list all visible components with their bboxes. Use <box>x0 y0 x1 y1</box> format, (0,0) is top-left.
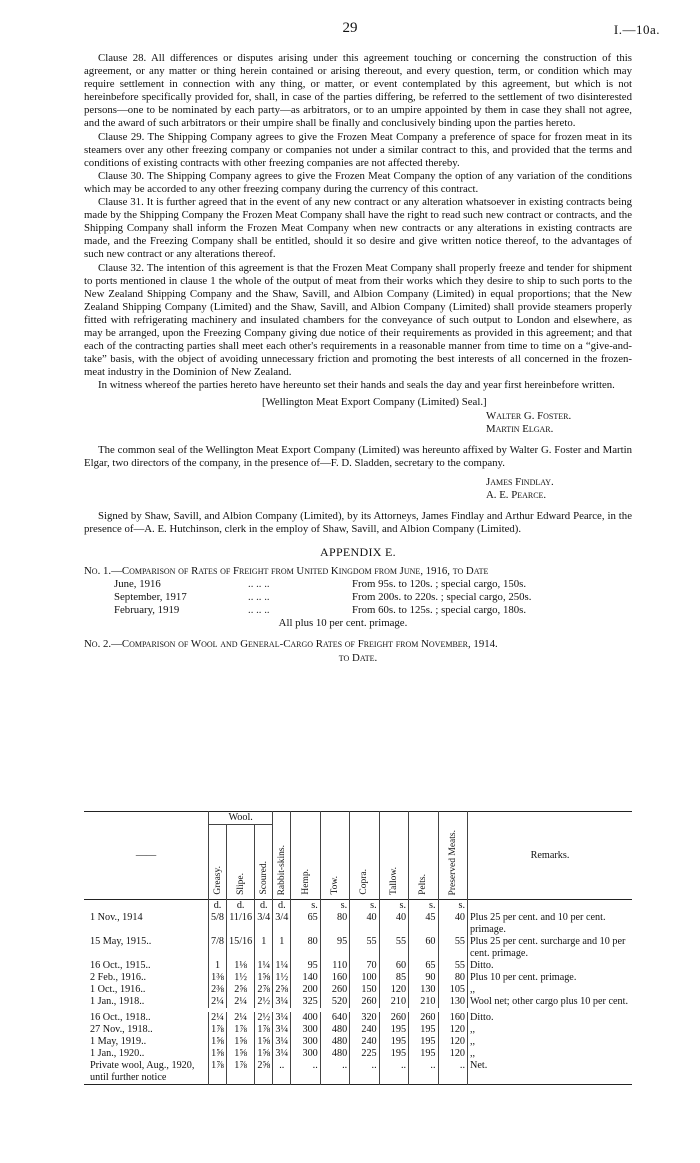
row-value: .. <box>320 1060 349 1085</box>
row-value: 3¼ <box>273 1048 291 1060</box>
appendix-title: APPENDIX E. <box>320 544 396 559</box>
row-value: 55 <box>438 960 468 972</box>
primage-note: All plus 10 per cent. primage. <box>278 617 408 630</box>
row-value: 210 <box>409 996 438 1008</box>
row-value: 2¼ <box>227 996 255 1008</box>
row-value: 11/16 <box>227 912 255 936</box>
row-value: 150 <box>350 984 379 996</box>
row-date: 1 May, 1919.. <box>90 1036 147 1047</box>
row-value: 120 <box>438 1024 468 1036</box>
row-remarks: ,, <box>468 984 633 996</box>
row-value: 40 <box>379 912 408 936</box>
table-row <box>84 936 632 960</box>
row-value: 480 <box>320 1048 349 1060</box>
row-value: 5/8 <box>209 912 227 936</box>
row-value: 105 <box>438 984 468 996</box>
col-hemp: Hemp. <box>300 869 311 895</box>
units-row: d. d. d. d. s. s. s. s. s. s. <box>84 900 632 913</box>
row-value: 195 <box>409 1024 438 1036</box>
row-value: 300 <box>291 1024 320 1036</box>
table-row <box>84 912 632 936</box>
row-value: 80 <box>320 912 349 936</box>
row-date: 1 Nov., 1914 <box>90 912 143 923</box>
row-value: 40 <box>438 912 468 936</box>
col-tow: Tow. <box>329 876 340 895</box>
col-copra: Copra. <box>359 869 370 895</box>
row-value: 1⅜ <box>209 972 227 984</box>
row-value: 1 <box>273 936 291 960</box>
row-value: 1¼ <box>273 960 291 972</box>
row-value: 40 <box>350 912 379 936</box>
row-value: 2⅝ <box>227 984 255 996</box>
row-value: 1⅝ <box>255 1036 273 1048</box>
row-value: 195 <box>379 1048 408 1060</box>
row-remarks: Plus 10 per cent. primage. <box>468 972 633 984</box>
row-value: .. <box>291 1060 320 1085</box>
row-value: 320 <box>350 1012 379 1024</box>
row-value: 130 <box>438 996 468 1008</box>
row-date: 1 Jan., 1920.. <box>90 1048 145 1059</box>
row-value: 130 <box>409 984 438 996</box>
row-value: 2½ <box>255 1012 273 1024</box>
row-value: 225 <box>350 1048 379 1060</box>
row-value: 640 <box>320 1012 349 1024</box>
seal-statement: The common seal of the Wellington Meat Export Company (Limited) was hereunto affixed by Walter G. Foster and Martin Elgar, two directors of the company, in the presence of—F. D. Sladden, secretary to the company. <box>84 443 632 469</box>
row-value: 400 <box>291 1012 320 1024</box>
row-value: .. <box>273 1060 291 1085</box>
row-value: 300 <box>291 1036 320 1048</box>
table-row <box>84 1060 632 1085</box>
row-value: 120 <box>438 1048 468 1060</box>
row-value: 1⅝ <box>255 972 273 984</box>
row-value: 1⅞ <box>227 1024 255 1036</box>
row-value: 1⅝ <box>227 1048 255 1060</box>
row-value: 2⅞ <box>255 984 273 996</box>
remarks-header: Remarks. <box>468 812 633 900</box>
row-value: 160 <box>320 972 349 984</box>
signatory: Martin Elgar. <box>486 422 554 435</box>
row-value: 100 <box>350 972 379 984</box>
row-date: Private wool, Aug., 1920, until further notice <box>90 1060 195 1083</box>
row-remarks: Ditto. <box>468 1012 633 1024</box>
rate-row: February, 1919 .. .. .. From 60s. to 125s. ; special cargo, 180s. <box>114 604 527 617</box>
row-value: 240 <box>350 1036 379 1048</box>
rates-list <box>114 578 632 630</box>
row-value: 60 <box>409 936 438 960</box>
row-date: 16 Oct., 1918.. <box>90 1012 151 1023</box>
row-value: 195 <box>379 1024 408 1036</box>
appendix-no2-heading: No. 2.—Comparison of Wool and General-Cargo Rates of Freight from November, 1914. <box>84 638 498 651</box>
page-header <box>0 20 700 42</box>
row-value: 2½ <box>255 996 273 1008</box>
row-value: 260 <box>409 1012 438 1024</box>
witness-paragraph: In witness whereof the parties hereto have hereunto set their hands and seals the day and year first hereinbefore written. <box>98 379 615 392</box>
row-value: 1⅞ <box>255 1024 273 1036</box>
row-value: 160 <box>438 1012 468 1024</box>
row-value: 1 <box>255 936 273 960</box>
row-value: 1⅞ <box>209 1060 227 1085</box>
table-row <box>84 1024 632 1036</box>
row-value: 520 <box>320 996 349 1008</box>
date-column-header: —— <box>135 849 157 861</box>
row-date: 1 Oct., 1916.. <box>90 984 146 995</box>
row-value: .. <box>350 1060 379 1085</box>
row-remarks: Plus 25 per cent. and 10 per cent. primage. <box>468 912 633 936</box>
table-row <box>84 1012 632 1024</box>
row-value: 200 <box>291 984 320 996</box>
freight-rates-table <box>84 811 632 1085</box>
document-body <box>84 52 632 665</box>
row-remarks: Plus 25 per cent. surcharge and 10 per cent. primage. <box>468 936 633 960</box>
row-value: 60 <box>379 960 408 972</box>
row-date: 27 Nov., 1918.. <box>90 1024 153 1035</box>
row-remarks: Ditto. <box>468 960 633 972</box>
clause-29: Clause 29. The Shipping Company agrees to give the Frozen Meat Company a preference of space for frozen meat in its steamers over any other freezing company or companies not under a similar contract to this, and provided that the terms and conditions of existing contracts with other freezing companies are not affected thereby. <box>84 130 632 169</box>
row-value: 45 <box>409 912 438 936</box>
row-value: 3¼ <box>273 1024 291 1036</box>
col-rabbit-skins: Rabbit-skins. <box>276 844 287 895</box>
row-value: 1⅝ <box>255 1048 273 1060</box>
row-value: 1 <box>209 960 227 972</box>
row-value: 55 <box>438 936 468 960</box>
row-value: 120 <box>438 1036 468 1048</box>
row-value: 1⅛ <box>227 960 255 972</box>
signatory: A. E. Pearce. <box>486 488 547 501</box>
row-value: 1⅝ <box>209 1036 227 1048</box>
signatory: James Findlay. <box>486 475 554 488</box>
row-value: 3¼ <box>273 996 291 1008</box>
row-remarks: ,, <box>468 1024 633 1036</box>
row-value: 1½ <box>227 972 255 984</box>
row-value: 95 <box>291 960 320 972</box>
clause-32: Clause 32. The intention of this agreement is that the Frozen Meat Company shall properly freeze and tender for shipment to ports mentioned in clause 1 the whole of the output of meat from their works which they desire to ship to such ports to the New Zealand Shipping Company and the Shaw, Savill, and Albion Company (Limited) in equal proportions; that the New Zealand Shipping Company (Limited) and the Shaw, Savill, and Albion Company (Limited) shall provide steamers properly fitted with refrigerating machinery and insulated chambers for the conveyance of such output to London and elsewhere, as may be arranged, upon the Freezing Company giving due notice of their requirements as provided in this agreement; and that each of the contracting parties shall meet each other's requirements in a reasonable manner from time to time on a “give-and-take” basis, with the object of avoiding unnecessary friction and promoting the best interests of all concerned in the frozen-meat industry in the Dominion of New Zealand. <box>84 261 632 379</box>
row-value: 90 <box>409 972 438 984</box>
clause-31: Clause 31. It is further agreed that in the event of any new contract or any alteration whatsoever in existing contracts being made by the Shipping Company the Frozen Meat Company shall have the right to read such new contract or contracts, and the Shipping Company shall inform the Frozen Meat Company when new contracts or any alterations in existing contracts are made, and the Freezing Company shall be entitled, should it so desire and give written notice thereof, to the advantages of such new contract or any alterations thereof. <box>84 196 632 261</box>
row-value: 140 <box>291 972 320 984</box>
row-value: 1⅞ <box>209 1024 227 1036</box>
row-value: 55 <box>379 936 408 960</box>
col-preserved-meats: Preserved Meats. <box>447 829 458 895</box>
row-value: 260 <box>320 984 349 996</box>
row-value: 260 <box>350 996 379 1008</box>
row-value: 95 <box>320 936 349 960</box>
row-value: 3¼ <box>273 1012 291 1024</box>
clause-30: Clause 30. The Shipping Company agrees to give the Frozen Meat Company the option of any variation of the conditions which may be accorded to any other freezing company during the currency of this contract. <box>84 169 632 195</box>
signatories-shaw-savill <box>486 476 632 502</box>
rate-row: June, 1916 .. .. .. From 95s. to 120s. ; special cargo, 150s. <box>114 578 527 591</box>
appendix-no2-subheading: to Date. <box>338 651 378 664</box>
row-remarks: ,, <box>468 1036 633 1048</box>
row-value: 70 <box>350 960 379 972</box>
row-value: 195 <box>409 1048 438 1060</box>
row-date: 16 Oct., 1915.. <box>90 960 151 971</box>
row-value: 480 <box>320 1024 349 1036</box>
rate-row: September, 1917 .. .. .. From 200s. to 220s. ; special cargo, 250s. <box>114 591 532 604</box>
row-value: .. <box>409 1060 438 1085</box>
row-value: 2¼ <box>209 996 227 1008</box>
row-value: 3/4 <box>273 912 291 936</box>
attorney-statement: Signed by Shaw, Savill, and Albion Company (Limited), by its Attorneys, James Findlay and Arthur Edward Pearce, in the presence of—A. E. Hutchinson, clerk in the employ of Shaw, Savill, and Albion Company (Limited). <box>84 509 632 535</box>
row-remarks: Wool net; other cargo plus 10 per cent. <box>468 996 633 1008</box>
row-value: 2⅝ <box>273 984 291 996</box>
row-value: 325 <box>291 996 320 1008</box>
row-value: 1⅝ <box>227 1036 255 1048</box>
row-remarks: Net. <box>468 1060 633 1085</box>
row-value: 55 <box>350 936 379 960</box>
table-row <box>84 1036 632 1048</box>
row-value: 240 <box>350 1024 379 1036</box>
row-value: 2¼ <box>209 1012 227 1024</box>
row-value: 110 <box>320 960 349 972</box>
document-reference: I.—10a. <box>613 22 660 37</box>
signatory: Walter G. Foster. <box>486 409 572 422</box>
row-value: 300 <box>291 1048 320 1060</box>
row-value: 120 <box>379 984 408 996</box>
row-date: 1 Jan., 1918.. <box>90 996 145 1007</box>
row-value: 195 <box>379 1036 408 1048</box>
row-value: 1½ <box>273 972 291 984</box>
row-value: 1¼ <box>255 960 273 972</box>
row-value: 7/8 <box>209 936 227 960</box>
table-row <box>84 1048 632 1060</box>
row-value: 2¼ <box>227 1012 255 1024</box>
table-row <box>84 960 632 972</box>
row-value: 3¼ <box>273 1036 291 1048</box>
col-greasy: Greasy. <box>212 866 223 895</box>
row-value: 85 <box>379 972 408 984</box>
row-value: 480 <box>320 1036 349 1048</box>
row-value: .. <box>379 1060 408 1085</box>
table-row <box>84 984 632 996</box>
clause-28: Clause 28. All differences or disputes arising under this agreement touching or concerning the construction of this agreement, or any matter or thing herein contained or arising thereout, and every question, term, or condition which may require settlement in connection with any thing, or matter, or event contemplated by this agreement, but which is not hereinbefore specifically provided for, shall, in case of the parties differing, be referred to the settlement of two disinterested persons—one to be nominated by each party—as arbitrators, or to an umpire appointed by them in case they shall not agree, and the award of such arbitrators or their umpire shall be finally and conclusively binding upon the parties hereto. <box>84 52 632 130</box>
table-row <box>84 996 632 1008</box>
table-row <box>84 972 632 984</box>
row-date: 2 Feb., 1916.. <box>90 972 147 983</box>
wool-group-header: Wool. <box>209 812 273 825</box>
seal-line: [Wellington Meat Export Company (Limited) Seal.] <box>262 396 487 409</box>
row-value: 65 <box>409 960 438 972</box>
row-value: 80 <box>291 936 320 960</box>
row-value: 1⅞ <box>227 1060 255 1085</box>
row-value: 2⅝ <box>255 1060 273 1085</box>
appendix-no1-heading: No. 1.—Comparison of Rates of Freight from United Kingdom from June, 1916, to Date <box>84 565 489 577</box>
col-tallow: Tallow. <box>388 866 399 895</box>
row-value: 2⅜ <box>209 984 227 996</box>
row-value: 260 <box>379 1012 408 1024</box>
row-value: 65 <box>291 912 320 936</box>
row-value: 15/16 <box>227 936 255 960</box>
row-value: 1⅝ <box>209 1048 227 1060</box>
page-number: 29 <box>342 20 358 36</box>
signatories-wellington <box>486 410 632 436</box>
row-value: .. <box>438 1060 468 1085</box>
row-value: 80 <box>438 972 468 984</box>
row-date: 15 May, 1915.. <box>90 936 152 947</box>
row-value: 3/4 <box>255 912 273 936</box>
row-remarks: ,, <box>468 1048 633 1060</box>
col-scoured: Scoured. <box>258 861 269 895</box>
row-value: 210 <box>379 996 408 1008</box>
row-value: 195 <box>409 1036 438 1048</box>
col-slipe: Slipe. <box>235 873 246 895</box>
col-pelts: Pelts. <box>418 874 429 895</box>
